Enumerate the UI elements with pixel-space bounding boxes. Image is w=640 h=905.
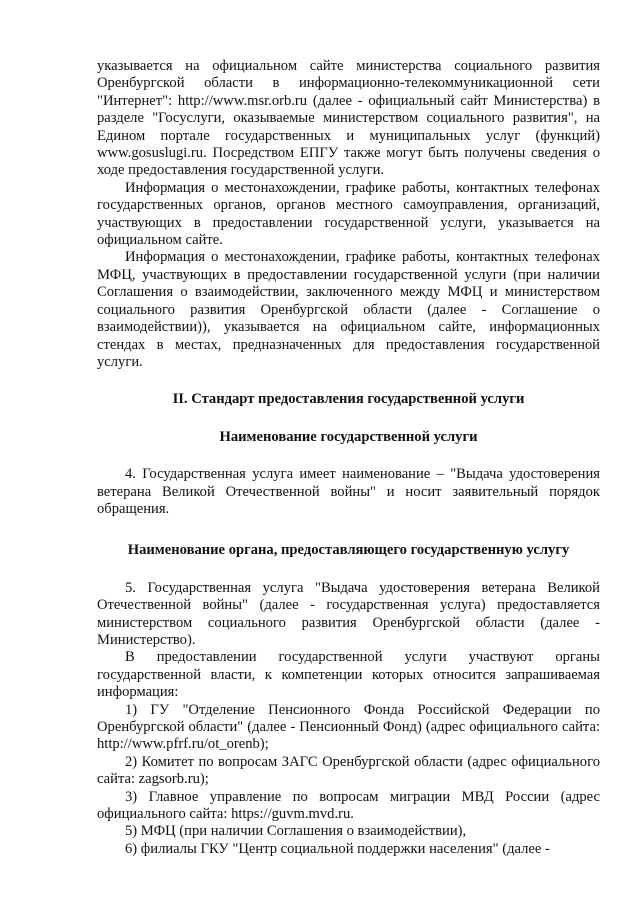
paragraph-info-mfc: Информация о местонахождении, графике работы, контактных телефонах МФЦ, участвующих в предоставлении государственной услуги (при наличии Соглашения о взаимодействии, заключенного между МФЦ и министерством социального развития Оренбургской области (далее - Соглашение о взаимодействии)), указывается на официальном сайте, информационных стендах в местах, предназначенных для предоставления государственной услуги.: [97, 249, 600, 370]
list-item-migration: 3) Главное управление по вопросам миграции МВД России (адрес официального сайта: https://guvm.mvd.ru.: [97, 788, 600, 823]
paragraph-info-site: указывается на официальном сайте министерства социального развития Оренбургской области в информационно-телекоммуникационной сети "Интернет": http://www.msr.orb.ru (далее - официальный сайт Министерства) в разделе "Госуслуги, оказываемые министерством социального развития", на Едином портале государственных и муниципальных услуг (функций) www.gosuslugi.ru. Посредством ЕПГУ также могут быть получены сведения о ходе предоставления государственной услуги.: [97, 58, 600, 179]
heading-service-name: Наименование государственной услуги: [219, 428, 478, 445]
list-item-zags: 2) Комитет по вопросам ЗАГС Оренбургской области (адрес официального сайта: zagsorb.ru);: [97, 753, 600, 788]
list-item-mfc: 5) МФЦ (при наличии Соглашения о взаимодействии),: [125, 823, 467, 840]
paragraph-4: 4. Государственная услуга имеет наименование – "Выдача удостоверения ветерана Великой Отечественной войны" и носит заявительный порядок обращения.: [97, 466, 600, 517]
heading-service-organ: Наименование органа, предоставляющего государственную услугу: [127, 542, 570, 559]
section-title: II. Стандарт предоставления государственной услуги: [172, 391, 525, 408]
paragraph-5: 5. Государственная услуга "Выдача удостоверения ветерана Великой Отечественной войны" (далее - государственная услуга) предоставляется министерством социального развития Оренбургской области (далее - Министерство).: [97, 579, 600, 648]
list-item-pension-fund: 1) ГУ "Отделение Пенсионного Фонда Российской Федерации по Оренбургской области" (далее - Пенсионный Фонд) (адрес официального сайта: http://www.pfrf.ru/ot_orenb);: [97, 701, 600, 753]
paragraph-participants: В предоставлении государственной услуги участвуют органы государственной власти, к компетенции которых относится запрашиваемая информация:: [97, 649, 600, 701]
list-item-branches: 6) филиалы ГКУ "Центр социальной поддержки населения" (далее -: [125, 840, 550, 857]
paragraph-info-organs: Информация о местонахождении, графике работы, контактных телефонах государственных органов, органов местного самоуправления, организаций, участвующих в предоставлении государственной услуги, указывается на официальном сайте.: [97, 179, 600, 249]
